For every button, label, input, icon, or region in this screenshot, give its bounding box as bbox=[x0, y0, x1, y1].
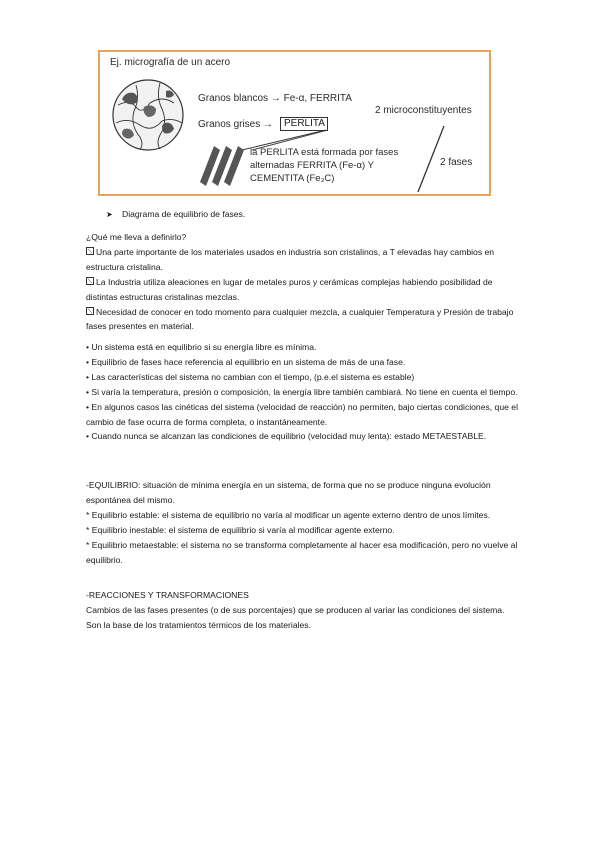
section1-item-text: La Industria utiliza aleaciones en lugar de metales puros y cerámicas complejas habiendo posibilidad de distintas estructuras cristalinas mezclas. bbox=[86, 276, 493, 302]
bullet-text: Diagrama de equilibrio de fases. bbox=[122, 209, 246, 219]
figure-microconstituyentes-label: 2 microconstituyentes bbox=[375, 105, 472, 116]
section3-item: * Equilibrio inestable: el sistema de equilibrio si varía al modificar agente externo. bbox=[86, 524, 395, 535]
section1-item bbox=[86, 275, 518, 305]
figure-perlita-label: Granos grises → bbox=[198, 119, 274, 130]
section2-item: • Equilibrio de fases hace referencia al equilibrio en un sistema de más de una fase. bbox=[86, 356, 406, 367]
perlita-box-label: PERLITA bbox=[284, 118, 325, 129]
checkbox-bullet-icon bbox=[86, 277, 94, 285]
section4-body: Cambios de las fases presentes (o de sus porcentajes) que se producen al variar las condiciones del sistema. Son la base de los tratamientos térmicos de los materiales. bbox=[86, 604, 505, 630]
section2-item: • Un sistema está en equilibrio si su energía libre es mínima. bbox=[86, 342, 317, 352]
section2-item: • Si varía la temperatura, presión o composición, la energía libre también cambiará. No tiene en cuenta el tiempo. bbox=[86, 386, 518, 397]
grain-micrograph-illustration bbox=[110, 77, 186, 153]
checkbox-bullet-icon bbox=[86, 307, 94, 315]
lamellar-stripes-illustration bbox=[200, 144, 244, 188]
figure-desc-line3: CEMENTITA (Fe₃C) bbox=[250, 173, 335, 184]
figure-title: Ej. micrografía de un acero bbox=[110, 57, 231, 68]
micrograph-figure bbox=[98, 50, 491, 196]
figure-fases-label: 2 fases bbox=[440, 157, 473, 168]
figure-desc-line2: alternadas FERRITA (Fe-α) Y bbox=[250, 160, 374, 171]
figure-desc-line1: la PERLITA está formada por fases bbox=[250, 147, 399, 158]
section1-item bbox=[86, 305, 518, 335]
section-equilibrium-types bbox=[86, 478, 518, 567]
section4-heading: -REACCIONES Y TRANSFORMACIONES bbox=[86, 590, 249, 600]
section2-item: • Cuando nunca se alcanzan las condiciones de equilibrio (velocidad muy lenta): estado METAESTABLE. bbox=[86, 431, 487, 442]
section-why-define bbox=[86, 230, 518, 334]
section1-item-text: Necesidad de conocer en todo momento para cualquier mezcla, a cualquier Temperatura y Presión de trabajo fases presentes en material. bbox=[86, 306, 514, 332]
arrowhead-bullet-icon: ➤ bbox=[106, 210, 113, 219]
section1-item-text: Una parte importante de los materiales usados en industria son cristalinos, a T elevadas hay cambios en estructura cristalina. bbox=[86, 246, 495, 272]
section1-question: ¿Qué me lleva a definirlo? bbox=[86, 232, 187, 242]
checkbox-bullet-icon bbox=[86, 247, 94, 255]
section2-item: • En algunos casos las cinéticas del sistema (velocidad de reacción) no permiten, bajo ciertas condiciones, que el cambio de fase ocurra de forma completa, o instantáneamente. bbox=[86, 401, 518, 427]
section3-item: -EQUILIBRIO: situación de mínima energía en un sistema, de forma que no se produce ninguna evolución espontánea del mismo. bbox=[86, 480, 491, 505]
section3-item: * Equilibrio metaestable: el sistema no se transforma completamente al hacer esa modificación, pero no vuelve al equilibrio. bbox=[86, 539, 518, 565]
section2-item: • Las características del sistema no cambian con el tiempo, (p.e.el sistema es estable) bbox=[86, 371, 415, 382]
section3-item: * Equilibrio estable: el sistema de equilibrio no varía al modificar un agente externo dentro de unos límites. bbox=[86, 509, 491, 520]
figure-ferrita-label: Granos blancos → Fe-α, FERRITA bbox=[198, 93, 352, 104]
section1-item bbox=[86, 245, 518, 275]
section-reactions bbox=[86, 588, 518, 633]
section-equilibrium-facts bbox=[86, 340, 518, 444]
equilibrium-diagram-bullet bbox=[106, 209, 245, 219]
